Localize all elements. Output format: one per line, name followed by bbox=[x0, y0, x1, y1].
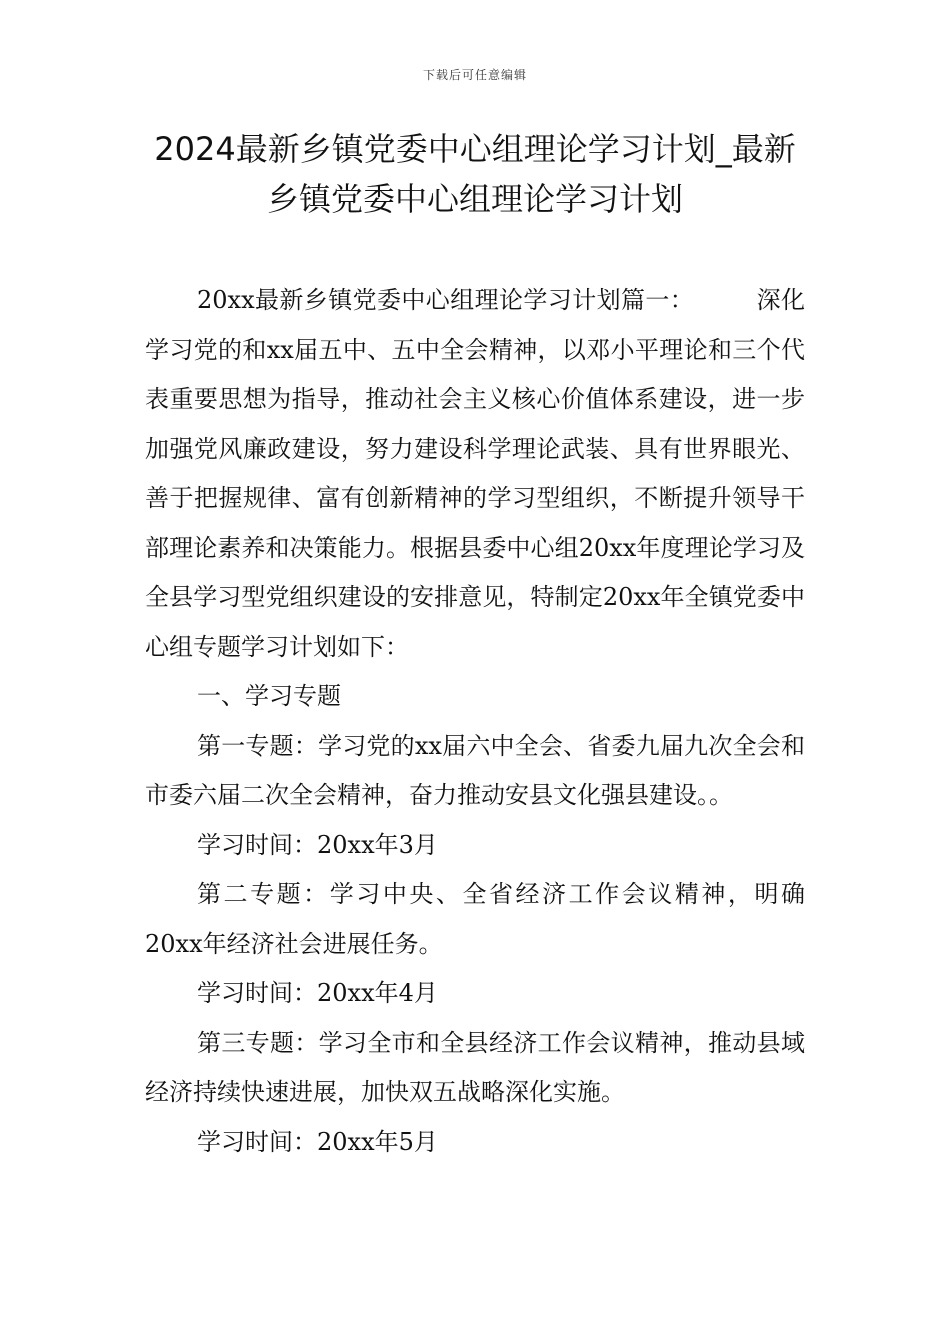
topic-2-text: 第二专题：学习中央、全省经济工作会议精神，明确20xx年经济社会进展任务。 bbox=[145, 880, 805, 958]
topic-1-text: 第一专题：学习党的xx届六中全会、省委九届九次全会和市委六届二次全会精神，奋力推动安县文化强县建设。。 bbox=[145, 731, 805, 809]
section-heading: 一、学习专题 bbox=[197, 682, 341, 710]
page-header-note: 下载后可任意编辑 bbox=[422, 68, 527, 82]
document-title: 2024最新乡镇党委中心组理论学习计划_最新乡镇党委中心组理论学习计划 bbox=[154, 130, 796, 218]
intro-heading: 20xx最新乡镇党委中心组理论学习计划篇一： bbox=[197, 286, 695, 314]
intro-body: 深化学习党的和xx届五中、五中全会精神，以邓小平理论和三个代表重要思想为指导，推动社会主义核心价值体系建设，进一步加强党风廉政建设，努力建设科学理论武装、具有世界眼光、善于把握规律、富有创新精神的学习型组织，不断提升领导干部理论素养和决策能力。根据县委中心组20xx年度理论学习及全县学习型党组织建设的安排意见，特制定20xx年全镇党委中心组专题学习计划如下： bbox=[145, 286, 806, 661]
intro-paragraph bbox=[145, 276, 805, 672]
topic-2-time: 学习时间：20xx年4月 bbox=[197, 979, 438, 1007]
topic-3-time: 学习时间：20xx年5月 bbox=[197, 1127, 438, 1156]
document-body bbox=[145, 276, 805, 1167]
topic-3-text: 第三专题：学习全市和全县经济工作会议精神，推动县域经济持续快速进展，加快双五战略深化实施。 bbox=[145, 1028, 805, 1106]
topic-1-time: 学习时间：20xx年3月 bbox=[197, 830, 438, 859]
